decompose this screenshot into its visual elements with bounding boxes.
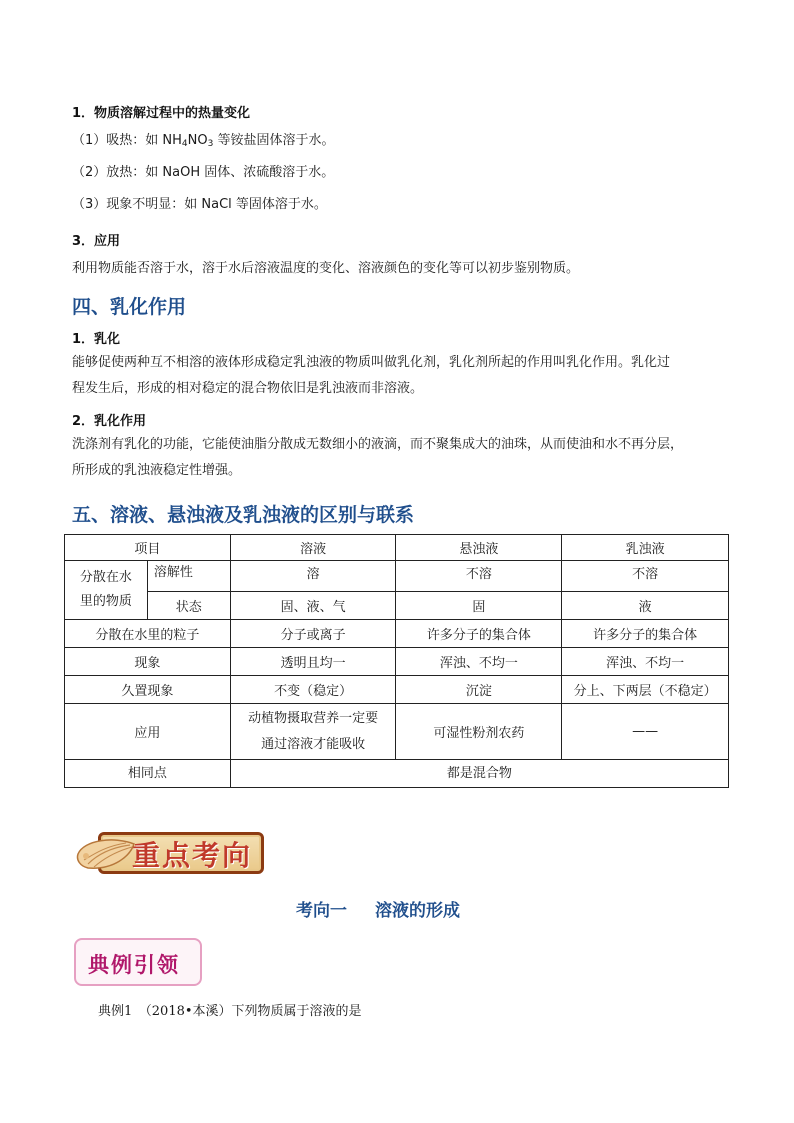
table-cell: 分上、下两层（不稳定） bbox=[562, 676, 729, 704]
text: （1）吸热：如 NH bbox=[72, 133, 182, 148]
direction-heading bbox=[296, 896, 460, 921]
table-cell: 浑浊、不均一 bbox=[396, 648, 562, 676]
table-cell: 分散在水里的粒子 bbox=[65, 620, 231, 648]
section-title-emulsion: 1．乳化 bbox=[72, 332, 121, 347]
list-item-absorb-heat bbox=[72, 128, 334, 157]
table-cell: 应用 bbox=[65, 704, 231, 760]
example-banner bbox=[74, 938, 202, 986]
key-direction-banner bbox=[74, 828, 264, 874]
table-cell: 固 bbox=[396, 592, 562, 620]
section-title-heat-change: 1．物质溶解过程中的热量变化 bbox=[72, 106, 251, 121]
table-row bbox=[65, 535, 729, 561]
table-row bbox=[65, 676, 729, 704]
table-cell: —— bbox=[562, 704, 729, 760]
text: 等铵盐固体溶于水。 bbox=[213, 133, 335, 148]
cell-line: 里的物质 bbox=[79, 594, 132, 609]
subscript: 3 bbox=[207, 139, 214, 149]
direction-number: 考向一 bbox=[296, 901, 347, 921]
paragraph-emulsion-line2: 程发生后，形成的相对稳定的混合物依旧是乳浊液而非溶液。 bbox=[72, 381, 424, 396]
table-cell: 现象 bbox=[65, 648, 231, 676]
table-cell-dispersed bbox=[65, 561, 148, 620]
table-header-cell: 溶液 bbox=[230, 535, 396, 561]
table-cell bbox=[230, 704, 396, 760]
table-cell: 都是混合物 bbox=[230, 760, 728, 788]
paragraph-action-line1: 洗涤剂有乳化的功能，它能使油脂分散成无数细小的液滴，而不聚集成大的油珠，从而使油和水不再分层， bbox=[72, 437, 684, 452]
table-cell: 不溶 bbox=[396, 561, 562, 592]
paragraph-action-line2: 所形成的乳浊液稳定性增强。 bbox=[72, 463, 242, 478]
table-row bbox=[65, 561, 729, 592]
table-row bbox=[65, 592, 729, 620]
heading-comparison: 五、溶液、悬浊液及乳浊液的区别与联系 bbox=[72, 504, 415, 526]
heading-emulsification: 四、乳化作用 bbox=[72, 296, 187, 318]
table-header-cell: 悬浊液 bbox=[396, 535, 562, 561]
table-row bbox=[65, 760, 729, 788]
paragraph-emulsion-line1: 能够促使两种互不相溶的液体形成稳定乳浊液的物质叫做乳化剂，乳化剂所起的作用叫乳化作用。乳化过 bbox=[72, 355, 671, 370]
table-cell: 相同点 bbox=[65, 760, 231, 788]
table-cell: 许多分子的集合体 bbox=[396, 620, 562, 648]
section-title-application: 3．应用 bbox=[72, 234, 121, 249]
comparison-table bbox=[64, 534, 729, 788]
table-cell: 固、液、气 bbox=[230, 592, 396, 620]
shell-icon bbox=[74, 834, 138, 874]
cell-line: 动植物摄取营养一定要 bbox=[248, 710, 379, 726]
banner-title: 重点考向 bbox=[132, 839, 253, 872]
table-header-cell: 项目 bbox=[65, 535, 231, 561]
table-cell: 溶解性 bbox=[147, 561, 230, 592]
table-row bbox=[65, 620, 729, 648]
paragraph-application: 利用物质能否溶于水，溶于水后溶液温度的变化、溶液颜色的变化等可以初步鉴别物质。 bbox=[72, 261, 580, 276]
list-item-no-change: （3）现象不明显：如 NaCl 等固体溶于水。 bbox=[72, 197, 327, 212]
list-item-release-heat: （2）放热：如 NaOH 固体、浓硫酸溶于水。 bbox=[72, 165, 335, 180]
table-cell: 状态 bbox=[147, 592, 230, 620]
table-cell: 浑浊、不均一 bbox=[562, 648, 729, 676]
table-header-cell: 乳浊液 bbox=[562, 535, 729, 561]
table-cell: 液 bbox=[562, 592, 729, 620]
cell-line: 通过溶液才能吸收 bbox=[261, 736, 366, 752]
table-cell: 溶 bbox=[230, 561, 396, 592]
table-cell: 可湿性粉剂农药 bbox=[396, 704, 562, 760]
section-title-emulsifying-action: 2．乳化作用 bbox=[72, 414, 147, 429]
table-cell: 许多分子的集合体 bbox=[562, 620, 729, 648]
example-banner-title: 典例引领 bbox=[88, 952, 180, 977]
table-cell: 分子或离子 bbox=[230, 620, 396, 648]
example-1-question: 典例1 （2018•本溪）下列物质属于溶液的是 bbox=[98, 1004, 362, 1019]
text: NO bbox=[187, 133, 208, 148]
table-row bbox=[65, 648, 729, 676]
table-cell: 沉淀 bbox=[396, 676, 562, 704]
table-cell: 久置现象 bbox=[65, 676, 231, 704]
table-cell: 不溶 bbox=[562, 561, 729, 592]
table-row bbox=[65, 704, 729, 760]
subscript: 4 bbox=[181, 139, 188, 149]
cell-line: 分散在水 bbox=[79, 570, 132, 585]
direction-title: 溶液的形成 bbox=[375, 901, 460, 921]
table-cell: 透明且均一 bbox=[230, 648, 396, 676]
table-cell: 不变（稳定） bbox=[230, 676, 396, 704]
